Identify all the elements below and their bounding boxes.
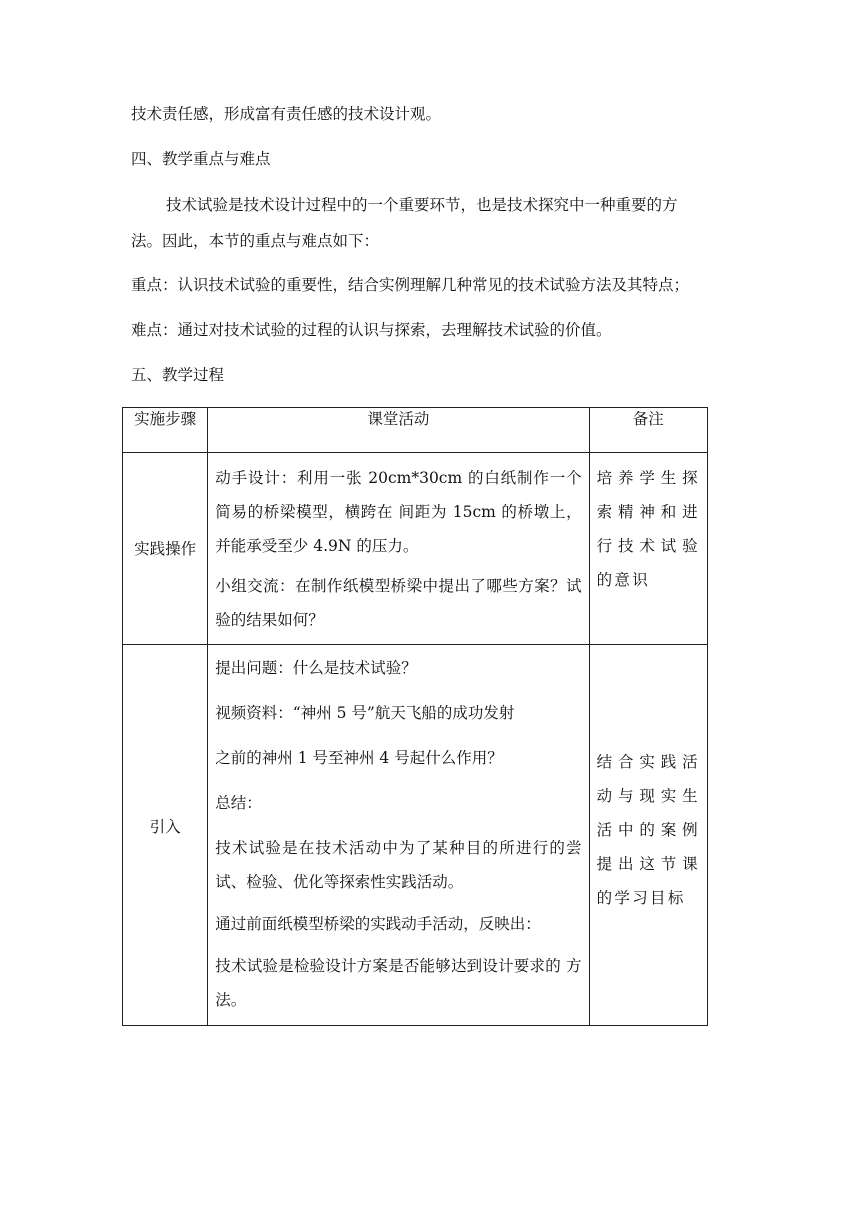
section-heading-process: 五、教学过程	[131, 366, 225, 384]
activity-paragraph: 视频资料：“神州 5 号”航天飞船的成功发射	[215, 704, 515, 722]
activity-paragraph: 提出问题：什么是技术试验？	[215, 659, 417, 677]
step-cell	[123, 645, 208, 1026]
activity-paragraph: 之前的神州 1 号至神州 4 号起什么作用？	[215, 749, 503, 767]
header-note: 备注	[589, 408, 707, 453]
activity-paragraph: 动手设计：利用一张 20cm*30cm 的白纸制作一个简易的桥梁模型，横跨在 间距为 15cm 的桥墩上，并能承受至少 4.9N 的压力。	[215, 469, 582, 555]
header-step: 实施步骤	[123, 408, 208, 453]
step-cell	[123, 453, 208, 645]
table-row	[123, 645, 708, 1026]
teaching-process-table	[122, 407, 708, 1026]
note-text: 结合实践活动与现实生活中的案例提出这节课的学习目标	[596, 753, 700, 907]
activity-paragraph: 小组交流：在制作纸模型桥梁中提出了哪些方案？试验的结果如何？	[215, 577, 582, 629]
header-activity: 课堂活动	[208, 408, 589, 453]
text-line-responsibility: 技术责任感，形成富有责任感的技术设计观。	[131, 105, 442, 123]
activity-paragraph: 技术试验是在技术活动中为了某种目的所进行的尝试、检验、优化等探索性实践活动。	[215, 839, 582, 891]
activity-paragraph: 通过前面纸模型桥梁的实践动手活动，反映出：	[215, 915, 541, 933]
note-cell	[589, 645, 707, 1026]
table-row	[123, 453, 708, 645]
activity-cell	[208, 453, 589, 645]
section-heading-key-points: 四、教学重点与难点	[131, 150, 271, 168]
key-point-line: 重点：认识技术试验的重要性，结合实例理解几种常见的技术试验方法及其特点；	[131, 276, 690, 294]
activity-paragraph: 技术试验是检验设计方案是否能够达到设计要求的 方法。	[215, 957, 582, 1009]
activity-cell	[208, 645, 589, 1026]
paragraph-line-2: 法。因此，本节的重点与难点如下：	[131, 232, 380, 250]
activity-paragraph: 总结：	[215, 794, 262, 812]
step-label: 实践操作	[134, 539, 197, 558]
note-cell	[589, 453, 707, 645]
table-header-row	[123, 408, 708, 453]
step-label: 引入	[149, 818, 181, 836]
note-text: 培养学生探索精神和进行技术试验的意识	[596, 469, 700, 589]
difficulty-line: 难点：通过对技术试验的过程的认识与探索，去理解技术试验的价值。	[131, 321, 612, 339]
paragraph-line-1: 技术试验是技术设计过程中的一个重要环节，也是技术探究中一种重要的方	[166, 196, 678, 214]
